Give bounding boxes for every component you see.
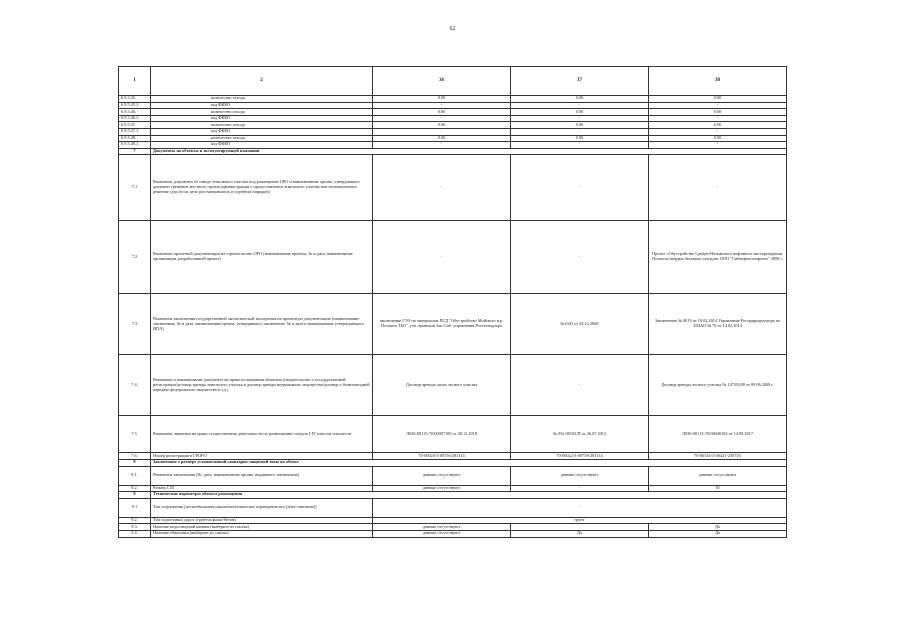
table-row bbox=[119, 466, 787, 485]
row-number: 6.9.5.46. bbox=[119, 109, 151, 116]
cell-36: 70-00020-З-00756-281114 bbox=[373, 453, 511, 460]
cell-36: - bbox=[373, 155, 511, 221]
row-number: 9.2. bbox=[119, 517, 151, 524]
row-number: 7.5. bbox=[119, 416, 151, 453]
cell-37: данные отсутствуют bbox=[511, 466, 649, 485]
cell-38: Проект «Обустройство Средне-Назымского нефтяного месторождения. Полигон твердых бытовых отходов» ООО "Сибнефтегазпроект" 2008 г. bbox=[649, 221, 787, 294]
cell-36: 0.00 bbox=[373, 109, 511, 116]
row-name: Реквизиты заключения (№, дата, наименование органа, выдавшего заключение) bbox=[151, 466, 373, 485]
row-number: 7.3 bbox=[119, 294, 151, 355]
row-number: 6.9.5.46.1. bbox=[119, 115, 151, 122]
row-name: Реквизиты заключения государственной экологической экспертизы на проектную документацию (наименование заключения, № и дата, наименование органа, утвердившего заключение, № и дата и наименование утверждающего НПА) bbox=[151, 294, 373, 355]
row-name: Размер СЗЗ bbox=[151, 485, 373, 492]
row-number: 7.2 bbox=[119, 221, 151, 294]
row-name: код ФККО bbox=[151, 128, 373, 135]
cell-38: Да bbox=[649, 530, 787, 537]
row-name: количество отхода bbox=[151, 135, 373, 142]
cell-36: Договор аренды части лесного участка bbox=[373, 355, 511, 416]
row-number: 7.6. bbox=[119, 453, 151, 460]
cell-38: - bbox=[649, 155, 787, 221]
row-name: код ФККО bbox=[151, 115, 373, 122]
cell-37: - bbox=[511, 142, 649, 149]
row-name: Наличие обваловки (выберите из списка) bbox=[151, 530, 373, 537]
section-number: 8 bbox=[119, 459, 151, 466]
row-name: количество отхода bbox=[151, 109, 373, 116]
cell-37: - bbox=[511, 221, 649, 294]
cell-37: - bbox=[511, 115, 649, 122]
merged-cell: - bbox=[373, 498, 787, 517]
table-row bbox=[119, 355, 787, 416]
cell-36: - bbox=[373, 221, 511, 294]
table-row bbox=[119, 530, 787, 537]
table-row bbox=[119, 416, 787, 453]
row-number: 6.9.5.48. bbox=[119, 135, 151, 142]
cell-37: - bbox=[511, 155, 649, 221]
header-cell-1: 1 bbox=[119, 67, 151, 96]
row-name: Реквизиты лицензии на право осуществления деятельности по размещению отходов I-IV классов опасности bbox=[151, 416, 373, 453]
row-number: 8.1. bbox=[119, 466, 151, 485]
cell-37: №1041 от 22.12.2006 bbox=[511, 294, 649, 355]
table-row bbox=[119, 485, 787, 492]
row-name: код ФККО bbox=[151, 102, 373, 109]
header-cell-36: 36 bbox=[373, 67, 511, 96]
cell-38: Да bbox=[649, 524, 787, 531]
cell-38: 50 bbox=[649, 485, 787, 492]
section-number: 9 bbox=[119, 492, 151, 499]
cell-36: 0.00 bbox=[373, 122, 511, 129]
cell-38: 0.00 bbox=[649, 135, 787, 142]
cell-37 bbox=[511, 524, 649, 531]
cell-36: Л020-00113-70/00007183 от 28.12.2018 bbox=[373, 416, 511, 453]
row-number: 6.9.5.45. bbox=[119, 96, 151, 103]
cell-38: - bbox=[649, 115, 787, 122]
cell-36: - bbox=[373, 128, 511, 135]
section-row-8 bbox=[119, 459, 787, 466]
cell-38: - bbox=[649, 128, 787, 135]
section-title: Заключение о размере установленной санитарно-защитной зоны на объект bbox=[151, 459, 787, 466]
cell-37: - bbox=[511, 485, 649, 492]
row-name: Реквизиты проектной документации на строительство ОРО (наименование проекта, № и дата, наименование организации, разработавшей проект) bbox=[151, 221, 373, 294]
row-name: количество отхода bbox=[151, 96, 373, 103]
cell-36: данные отсутствуют bbox=[373, 530, 511, 537]
cell-37: № 054 00102/П от 26.07.2012 bbox=[511, 416, 649, 453]
row-number: 8.2. bbox=[119, 485, 151, 492]
row-name: Тип подъездных дорог (грунт/асфальт/бетон) bbox=[151, 517, 373, 524]
cell-36: данные отсутствуют bbox=[373, 524, 511, 531]
table-row bbox=[119, 96, 787, 103]
row-name: Наличие водоотводной канавы (выберите из списка) bbox=[151, 524, 373, 531]
cell-37: - bbox=[511, 128, 649, 135]
row-number: 9.4. bbox=[119, 530, 151, 537]
table-row bbox=[119, 294, 787, 355]
section-row-7 bbox=[119, 148, 787, 155]
cell-37: 0.00 bbox=[511, 96, 649, 103]
cell-37: 0.00 bbox=[511, 135, 649, 142]
cell-37: 70-00022-З-00758-281114 bbox=[511, 453, 649, 460]
cell-37: Да bbox=[511, 530, 649, 537]
cell-36: данные отсутствуют bbox=[373, 485, 511, 492]
register-table bbox=[118, 66, 787, 538]
row-number: 6.9.5.47. bbox=[119, 122, 151, 129]
cell-37: 0.00 bbox=[511, 109, 649, 116]
cell-38: Договор аренды лесного участка № 147/03/08 от 09.06.2008 г. bbox=[649, 355, 787, 416]
merged-cell: грунт bbox=[373, 517, 787, 524]
table-row bbox=[119, 109, 787, 116]
cell-36: 0.00 bbox=[373, 135, 511, 142]
section-number: 7 bbox=[119, 148, 151, 155]
header-cell-38: 38 bbox=[649, 67, 787, 96]
table-row bbox=[119, 498, 787, 517]
row-number: 6.9.5.47.1. bbox=[119, 128, 151, 135]
row-number: 9.1 bbox=[119, 498, 151, 517]
cell-36: заключение ГЭЭ по материалам ПСД "Обустройство Мойского н.р. Полигон ТБО", утв. приказом Зап.Сиб. управления Ростехнадзора bbox=[373, 294, 511, 355]
section-title: Технические параметры объекта размещения bbox=[151, 492, 787, 499]
table-row bbox=[119, 524, 787, 531]
row-number: 7.4. bbox=[119, 355, 151, 416]
cell-38: 0.00 bbox=[649, 122, 787, 129]
table-row bbox=[119, 135, 787, 142]
section-title: Документы на объекты и эксплуатирующей компании bbox=[151, 148, 787, 155]
row-number: 9.3. bbox=[119, 524, 151, 531]
cell-38: данные отсутствуют bbox=[649, 466, 787, 485]
cell-37: 0.00 bbox=[511, 122, 649, 129]
cell-36: - bbox=[373, 142, 511, 149]
table-row bbox=[119, 155, 787, 221]
table-row bbox=[119, 122, 787, 129]
cell-38: 70-00134-З-00421-230716 bbox=[649, 453, 787, 460]
header-cell-37: 37 bbox=[511, 67, 649, 96]
row-number: 7.1 bbox=[119, 155, 151, 221]
cell-36: - bbox=[373, 102, 511, 109]
cell-38: - bbox=[649, 102, 787, 109]
cell-37: - bbox=[511, 355, 649, 416]
row-name: количество отхода bbox=[151, 122, 373, 129]
row-name: Номер регистрации в ГРОРО bbox=[151, 453, 373, 460]
row-name: Тип сооружения (десятибалльная шкала/металлическое ограждение/ясе (лить описание)) bbox=[151, 498, 373, 517]
header-cell-2: 2 bbox=[151, 67, 373, 96]
row-name: код ФККО bbox=[151, 142, 373, 149]
cell-38: - bbox=[649, 142, 787, 149]
table-row bbox=[119, 128, 787, 135]
cell-38: 0.00 bbox=[649, 109, 787, 116]
cell-38: Заключение № 0019 от 10.02.2014 Управление Росприроднадзора по ХМАО № 76 от 14.02.2014 bbox=[649, 294, 787, 355]
cell-37: - bbox=[511, 102, 649, 109]
row-number: 6.9.5.48.1. bbox=[119, 142, 151, 149]
cell-36: 0.00 bbox=[373, 96, 511, 103]
row-number: 6.9.5.45.1. bbox=[119, 102, 151, 109]
table-row bbox=[119, 102, 787, 109]
table-row bbox=[119, 453, 787, 460]
page-number: 62 bbox=[449, 26, 456, 32]
cell-36: данные отсутствуют bbox=[373, 466, 511, 485]
cell-38: Л020-00113-70/00040182 от 14.09.2017 bbox=[649, 416, 787, 453]
table-row bbox=[119, 221, 787, 294]
cell-36: - bbox=[373, 115, 511, 122]
row-name: Реквизиты и наименование документа на право пользования объектом (свидетельство о государственной регистрации/договор аренды земельного участка и договор аренды недвижимого имущества/договор о безвозмездной передаче федерального имущества и т.д.) bbox=[151, 355, 373, 416]
table-row bbox=[119, 517, 787, 524]
row-name: Реквизиты документа об отводе земельного участка под размещение ОРО и наименование органа, утвердившего документ (решение местного органа администрации о предоставлении земельного участка или положительное решение суда (если дело рассматривалось в судебном порядке)) bbox=[151, 155, 373, 221]
header-row bbox=[119, 67, 787, 96]
section-row-9 bbox=[119, 492, 787, 499]
table-row bbox=[119, 142, 787, 149]
cell-38: 0.00 bbox=[649, 96, 787, 103]
table-row bbox=[119, 115, 787, 122]
